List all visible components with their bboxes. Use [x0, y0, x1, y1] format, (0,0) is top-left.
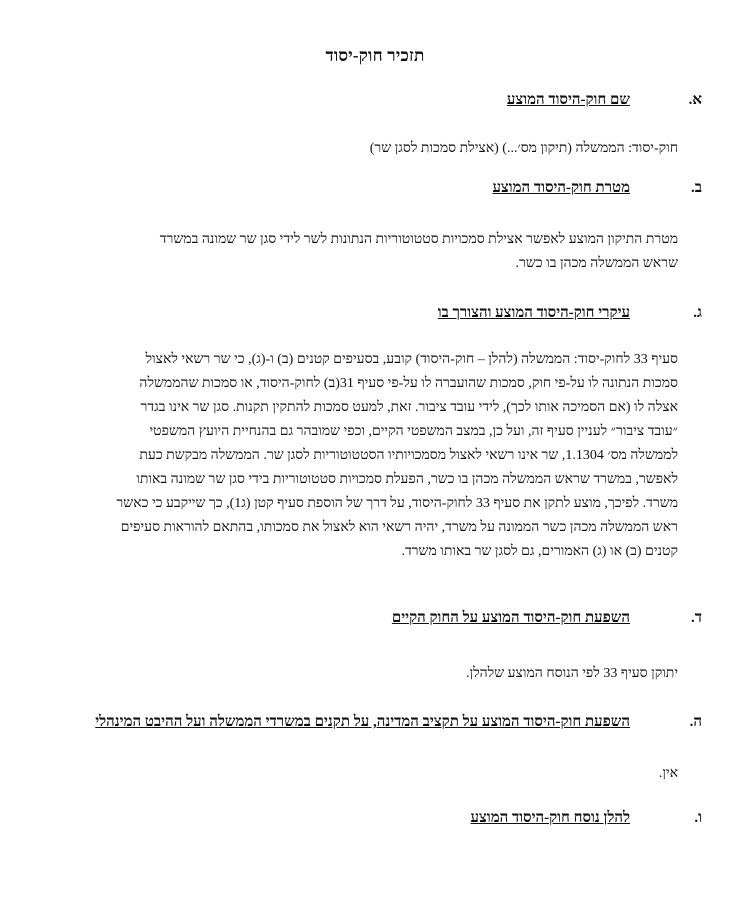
- section-b-letter: ב.: [691, 180, 702, 196]
- section-d-heading: השפעת חוק-היסוד המוצע על החוק הקיים: [391, 610, 630, 626]
- section-e-line: אין.: [658, 766, 678, 781]
- section-e-header: [48, 714, 702, 736]
- section-b-line: מטרת התיקון המוצע לאפשר אצילת סמכויות סטטוטוריות הנתונות לשר לידי סגן שר שמונה במשרד: [159, 232, 678, 247]
- section-d-line: יתוקן סעיף 33 לפי הנוסח המוצע שלהלן.: [466, 666, 678, 681]
- section-c-line: סמכות הנתונה לו על-פי חוק, סמכות שהועברה לו על-פי סעיף 31(ב) לחוק-היסוד, או סמכות שהממשלה: [139, 376, 678, 391]
- section-f-header: [48, 810, 702, 832]
- section-e-letter: ה.: [689, 714, 702, 730]
- section-c-letter: ג.: [693, 305, 702, 321]
- section-e-body: [48, 762, 678, 786]
- section-c-line: ״עובד ציבור״ לעניין סעיף זה, ועל כן, במצב המשפטי הקיים, וכפי שמובהר גם בהנחיית היועץ המשפטי: [149, 424, 678, 439]
- section-c-line: קטנים (ב) או (ג) האמורים, גם לסגן שר באותו משרד.: [401, 544, 678, 559]
- section-e-heading: השפעת חוק-היסוד המוצע על תקציב המדינה, על תקנים במשרדי הממשלה ועל ההיבט המינהלי: [95, 714, 630, 730]
- section-c-line: סעיף 33 לחוק-יסוד: הממשלה (להלן – חוק-היסוד) קובע, בסעיפים קטנים (ב) ו-(ג), כי שר רשאי לאצול: [145, 352, 678, 367]
- section-c-line: אצלה לו (אם הסמיכה אותו לכך), לידי עובד ציבור. זאת, למעט סמכות להתקין תקנות. סגן שר אינו בגדר: [140, 400, 678, 415]
- section-d-header: [48, 610, 702, 632]
- section-b-heading: מטרת חוק-היסוד המוצע: [492, 180, 630, 196]
- section-b-header: [48, 180, 702, 202]
- section-c-heading: עיקרי חוק-היסוד המוצע והצורך בו: [437, 305, 630, 321]
- section-d-letter: ד.: [691, 610, 702, 626]
- section-a-letter: א.: [688, 92, 702, 108]
- section-c-line: לאפשר, במשרד שראש הממשלה מכהן בו כשר, הפעלת סמכויות סטטוטוריות בידי סגן שר שמונה באותו: [136, 472, 678, 487]
- document-title: תזכיר חוק-יסוד: [325, 46, 425, 65]
- section-f-letter: ו.: [694, 810, 702, 826]
- section-f-heading: להלן נוסח חוק-היסוד המוצע: [470, 810, 630, 826]
- section-c-line: לממשלה מס׳ 1.1304, שר אינו רשאי לאצול מסמכויותיו הסטטוטוריות לסגן שר. הממשלה מבקשת כעת: [139, 448, 678, 463]
- section-c-body: [48, 348, 678, 564]
- section-c-header: [48, 305, 702, 327]
- section-a-heading: שם חוק-היסוד המוצע: [506, 92, 630, 108]
- section-d-body: [48, 662, 678, 686]
- section-c-line: משרד. לפיכך, מוצע לתקן את סעיף 33 לחוק-היסוד, על דרך של הוספת סעיף קטן (ג1), כך שייקבע כי כאשר: [116, 496, 678, 511]
- section-c-line: ראש הממשלה מכהן כשר הממונה על משרד, יהיה רשאי הוא לאצול את סמכותו, בהתאם להוראות סעיפים: [120, 520, 678, 535]
- section-b-body: [48, 228, 678, 276]
- section-b-line: שראש הממשלה מכהן בו כשר.: [515, 256, 678, 271]
- section-a-line: חוק-יסוד: הממשלה (תיקון מס׳...) (אצילת סמכות לסגן שר): [369, 141, 678, 156]
- section-a-header: [48, 92, 702, 114]
- section-a-body: [48, 137, 678, 161]
